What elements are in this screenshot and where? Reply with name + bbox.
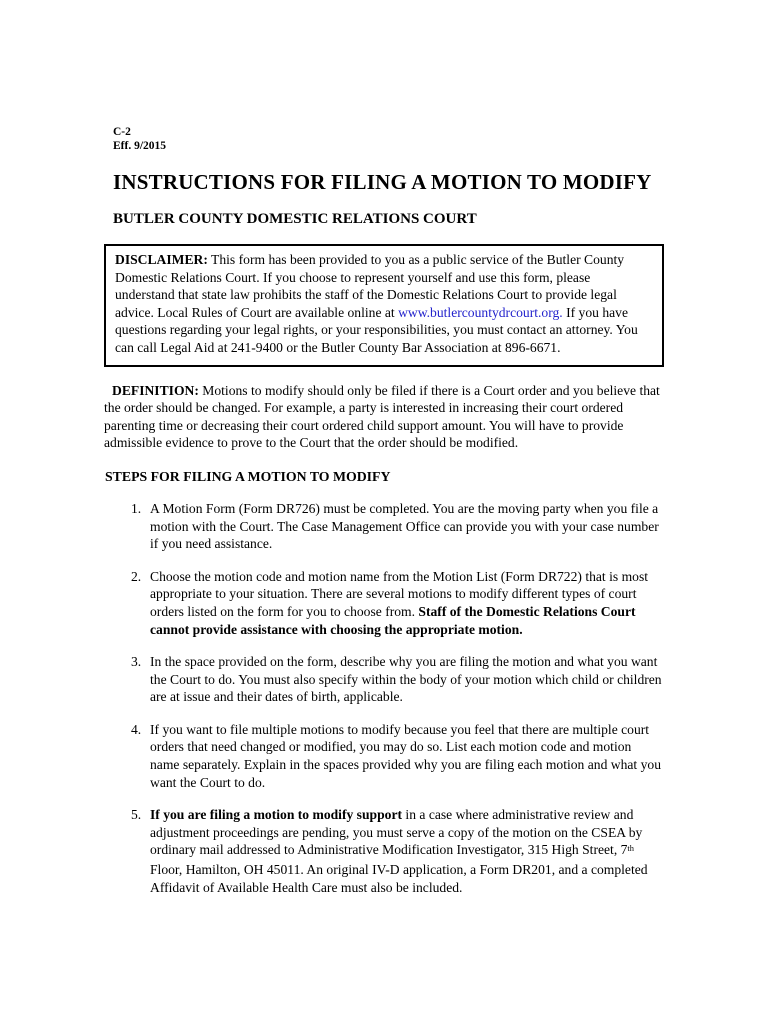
- form-code: C-2: [113, 126, 131, 138]
- disclaimer-box: [104, 244, 664, 367]
- text-segment: Motions to modify should only be filed if there is a Court order and you believe that the order should be changed. For example, a party is interested in increasing their court ordered parenting time or decreasing their court ordered child support amount. You will have to provide admissible evidence to prove to the Court that the order should be modified.: [104, 382, 660, 451]
- step-text: [150, 722, 661, 790]
- text-segment: If you want to file multiple motions to modify because you feel that there are multiple court orders that need changed or modified, you may do so. List each motion code and motion name separately. Explain in the spaces provided why you are filing each motion and what you want the Court to do.: [150, 721, 661, 790]
- step-number: 2.: [131, 568, 142, 584]
- text-segment: DISCLAIMER:: [115, 252, 208, 267]
- step-item: [104, 653, 664, 706]
- steps-list: [104, 500, 664, 896]
- text-segment: In the space provided on the form, describe why you are filing the motion and what you want the Court to do. You must also specify within the body of your motion which child or children are at issue and their dates of birth, applicable.: [150, 654, 662, 705]
- document-content: [104, 0, 664, 896]
- step-text: [150, 654, 662, 704]
- step-item: [104, 500, 664, 553]
- step-number: 5.: [131, 807, 142, 823]
- step-item: [104, 806, 664, 896]
- text-segment: This form has been provided to you as a public service of the Butler County Domestic Relations Court. If you choose to represent yourself and use this form, please understand that state law prohibits the staff of the Domestic Relations Court to provide legal advice. Local Rules of Court are available online at: [115, 252, 625, 320]
- text-segment: A Motion Form (Form DR726) must be completed. You are the moving party when you file a motion with the Court. The Case Management Office can provide you with your case number if you need assistance.: [150, 500, 659, 552]
- superscript-text: th: [627, 842, 634, 853]
- website-link[interactable]: www.butlercountydrcourt.org.: [398, 304, 563, 320]
- text-segment: Choose the motion code and motion name from the Motion List (Form DR722) that is most appropriate to your situation. There are several motions to modify different types of court orders listed on the form for you to choose from.: [150, 568, 649, 619]
- step-text: [150, 501, 659, 551]
- effective-date: Eff. 9/2015: [113, 139, 167, 152]
- text-segment: Staff of the Domestic Relations Court cannot provide assistance with choosing the appropriate motion.: [150, 603, 636, 637]
- step-item: [104, 721, 664, 791]
- form-meta: [113, 126, 664, 153]
- court-name: BUTLER COUNTY DOMESTIC RELATIONS COURT: [113, 211, 477, 227]
- step-number: 3.: [131, 654, 142, 670]
- step-text: [150, 569, 648, 637]
- text-segment: DEFINITION:: [112, 382, 199, 398]
- text-segment: Floor, Hamilton, OH 45011. An original IV-D application, a Form DR201, and a completed Affidavit of Available Health Care must also be included.: [150, 862, 648, 895]
- text-segment: If you are filing a motion to modify support: [150, 807, 403, 823]
- disclaimer-paragraph: [115, 251, 653, 357]
- page-title: INSTRUCTIONS FOR FILING A MOTION TO MODIFY: [113, 170, 652, 194]
- step-number: 4.: [131, 721, 142, 737]
- definition-paragraph: [104, 382, 664, 452]
- steps-heading: STEPS FOR FILING A MOTION TO MODIFY: [105, 468, 391, 484]
- text-segment: in a case where administrative review and adjustment proceedings are pending, you must serve a copy of the motion on the CSEA by ordinary mail addressed to Administrative Modification Investigator, 315 High Street, 7: [150, 807, 643, 858]
- step-number: 1.: [131, 500, 142, 516]
- step-item: [104, 568, 664, 638]
- text-segment: If you have questions regarding your legal rights, or your responsibilities, you must contact an attorney. You can call Legal Aid at 241-9400 or the Butler County Bar Association at 896-6671.: [115, 304, 638, 355]
- step-text: [150, 807, 648, 894]
